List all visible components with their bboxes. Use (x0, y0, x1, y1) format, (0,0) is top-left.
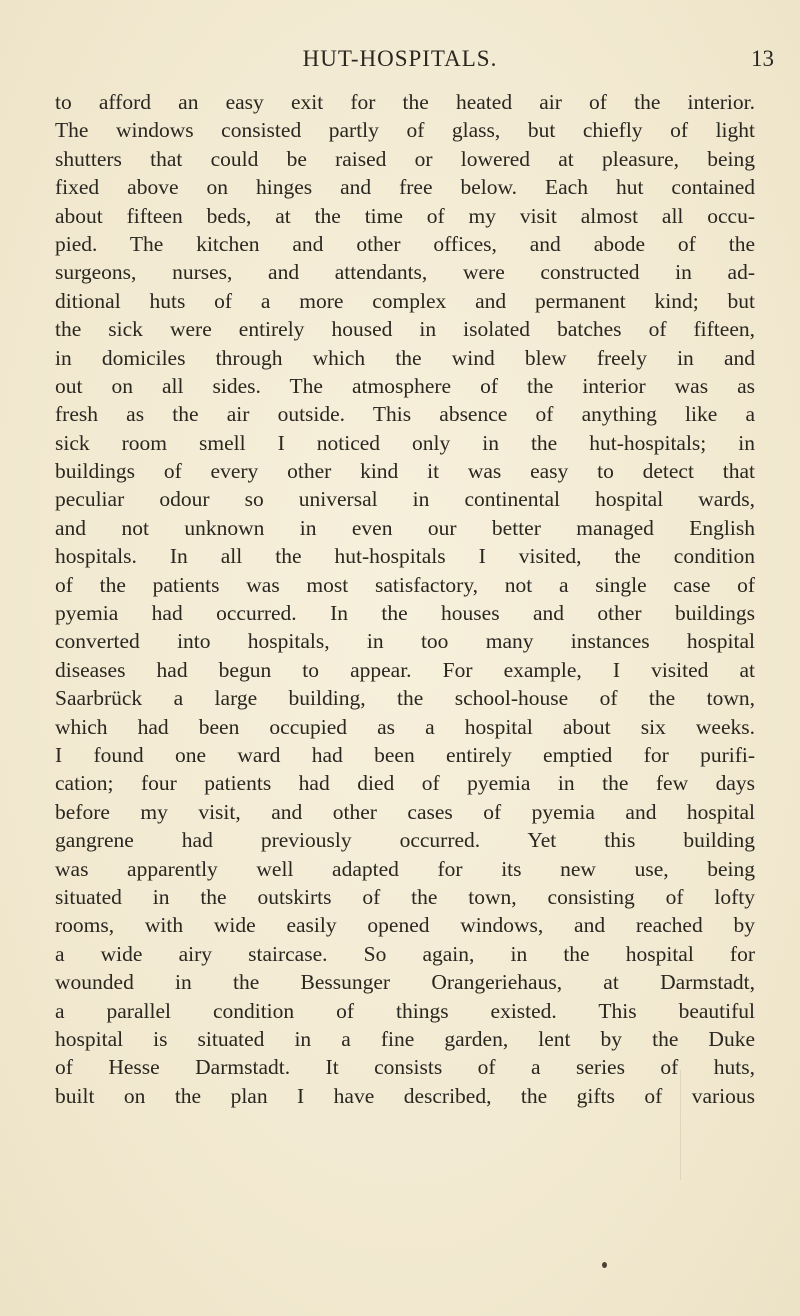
text-line: of Hesse Darmstadt. It consists of a series of huts, (55, 1055, 755, 1080)
text-line: fresh as the air outside. This absence of anything like a (55, 402, 755, 427)
text-line: a parallel condition of things existed. This beautiful (55, 998, 755, 1023)
text-line: wounded in the Bessunger Orangeriehaus, at Darmstadt, (55, 970, 755, 995)
text-line: pied. The kitchen and other offices, and abode of the (55, 231, 755, 256)
text-line: a wide airy staircase. So again, in the hospital for (55, 941, 755, 966)
text-line: diseases had begun to appear. For example, I visited at (55, 657, 755, 682)
paper-crease (680, 1070, 681, 1180)
text-line: converted into hospitals, in too many instances hospital (55, 629, 755, 654)
text-line: about fifteen beds, at the time of my visit almost all occu- (55, 203, 755, 228)
text-line: to afford an easy exit for the heated air of the interior. (55, 90, 755, 114)
text-line: hospital is situated in a fine garden, lent by the Duke (55, 1026, 755, 1051)
text-line: surgeons, nurses, and attendants, were constructed in ad- (55, 260, 755, 285)
ink-speck (602, 1262, 607, 1268)
text-line: out on all sides. The atmosphere of the interior was as (55, 373, 755, 398)
text-line: sick room smell I noticed only in the hut-hospitals; in (55, 430, 755, 455)
text-line: and not unknown in even our better managed English (55, 515, 755, 540)
text-line: peculiar odour so universal in continental hospital wards, (55, 487, 755, 512)
text-line: cation; four patients had died of pyemia in the few days (55, 771, 755, 796)
text-line: fixed above on hinges and free below. Each hut contained (55, 175, 755, 200)
text-line: before my visit, and other cases of pyemia and hospital (55, 799, 755, 824)
text-line: gangrene had previously occurred. Yet this building (55, 828, 755, 853)
text-line: I found one ward had been entirely emptied for purifi- (55, 742, 755, 767)
text-line: which had been occupied as a hospital about six weeks. (55, 714, 755, 739)
page-number: 13 (751, 46, 774, 71)
text-line: in domiciles through which the wind blew freely in and (55, 345, 755, 370)
text-line: built on the plan I have described, the gifts of various (55, 1083, 755, 1108)
text-line: hospitals. In all the hut-hospitals I visited, the condition (55, 544, 755, 569)
text-line: situated in the outskirts of the town, consisting of lofty (55, 884, 755, 909)
text-line: ditional huts of a more complex and permanent kind; but (55, 288, 755, 313)
text-line: pyemia had occurred. In the houses and other buildings (55, 601, 755, 626)
text-line: of the patients was most satisfactory, not a single case of (55, 572, 755, 597)
text-line: the sick were entirely housed in isolated batches of fifteen, (55, 317, 755, 342)
text-line: The windows consisted partly of glass, but chiefly of light (55, 118, 755, 143)
text-line: Saarbrück a large building, the school-house of the town, (55, 686, 755, 711)
text-line: was apparently well adapted for its new use, being (55, 856, 755, 881)
text-line: shutters that could be raised or lowered at pleasure, being (55, 146, 755, 171)
text-line: rooms, with wide easily opened windows, and reached by (55, 913, 755, 938)
running-title: HUT-HOSPITALS. (302, 46, 498, 71)
text-line: buildings of every other kind it was easy to detect that (55, 459, 755, 484)
running-head (0, 46, 800, 76)
body-text (55, 88, 755, 1110)
